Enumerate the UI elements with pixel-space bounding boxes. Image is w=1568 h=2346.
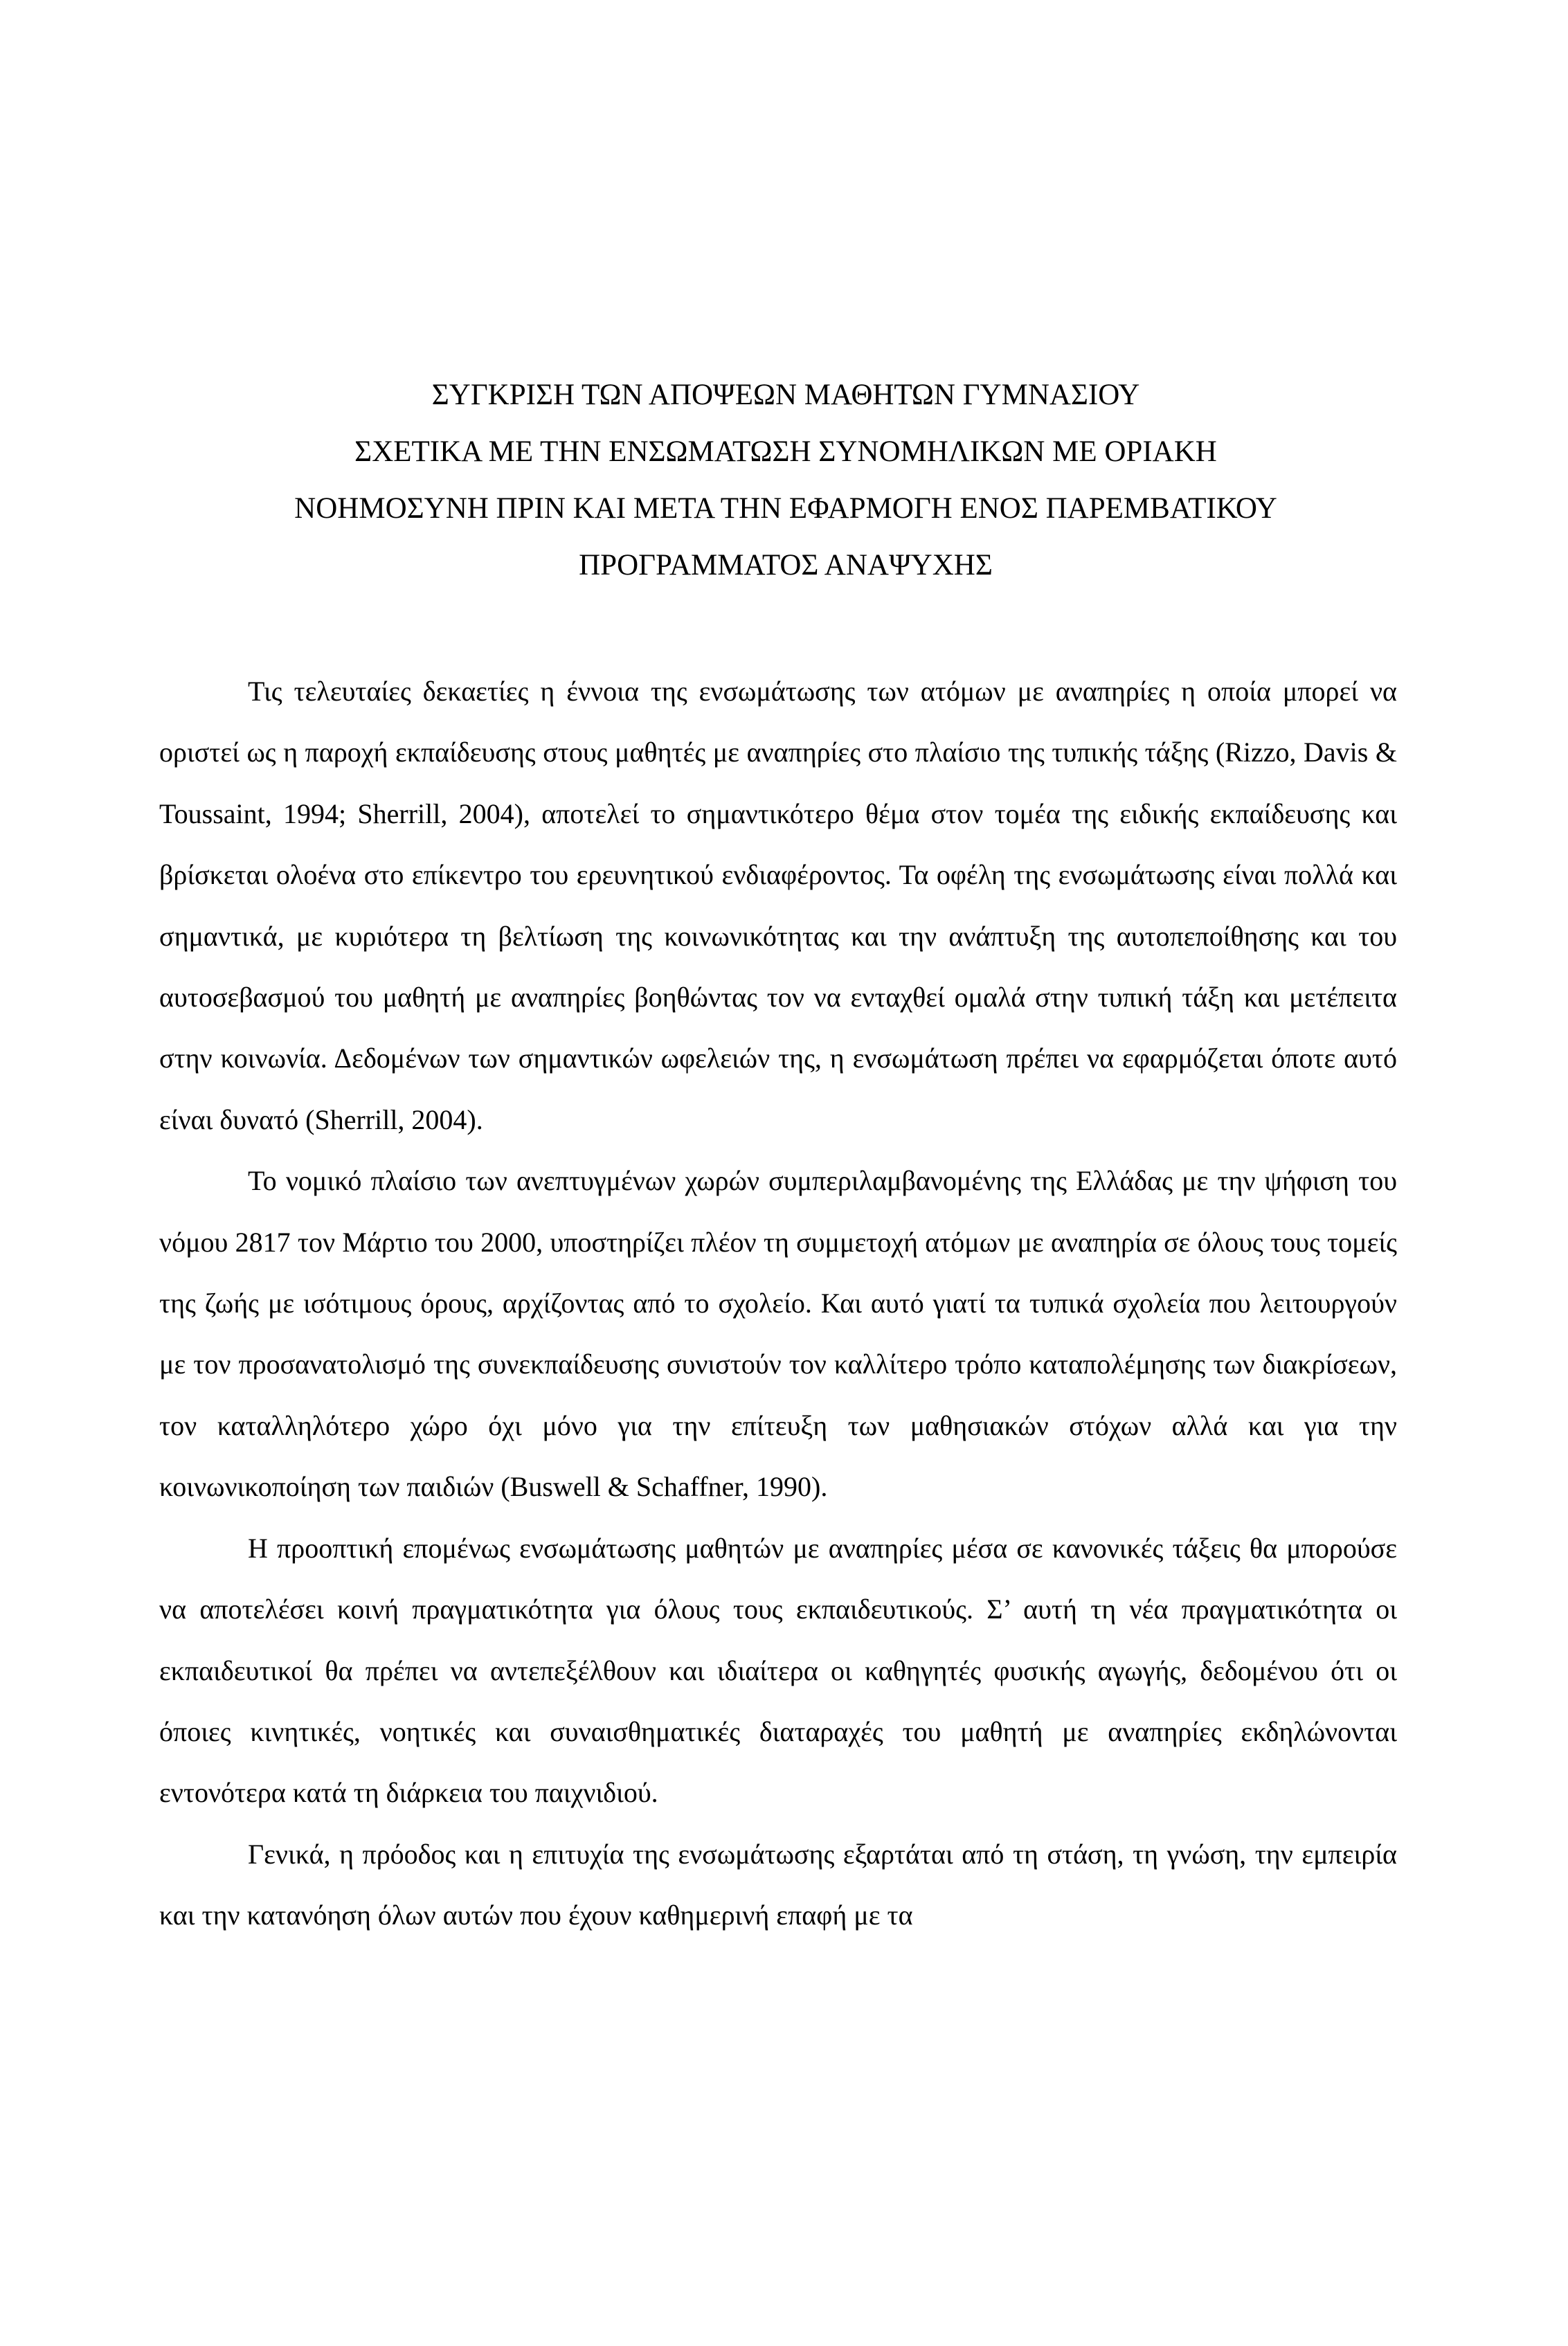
- paragraph-2: Το νομικό πλαίσιο των ανεπτυγμένων χωρών συμπεριλαμβανομένης της Ελλάδας με την ψήφιση του νόμου 2817 τον Μάρτιο του 2000, υποστηρίζει πλέον τη συμμετοχή ατόμων με αναπηρία σε όλους τους τομείς της ζωής με ισότιμους όρους, αρχίζοντας από το σχολείο. Και αυτό γιατί τα τυπικά σχολεία που λειτουργούν με τον προσανατολισμό της συνεκπαίδευσης συνιστούν τον καλλίτερο τρόπο καταπολέμησης των διακρίσεων, τον καταλληλότερο χώρο όχι μόνο για την επίτευξη των μαθησιακών στόχων αλλά και για την κοινωνικοποίηση των παιδιών (Buswell & Schaffner, 1990).: [159, 1165, 1397, 1503]
- title-line-1: ΣΥΓΚΡΙΣΗ ΤΩΝ ΑΠΟΨΕΩΝ ΜΑΘΗΤΩΝ ΓΥΜΝΑΣΙΟΥ: [431, 379, 1140, 411]
- title-line-3: ΝΟΗΜΟΣΥΝΗ ΠΡΙΝ ΚΑΙ ΜΕΤΑ ΤΗΝ ΕΦΑΡΜΟΓΗ ΕΝΟΣ ΠΑΡΕΜΒΑΤΙΚΟΥ: [294, 492, 1277, 525]
- paragraph-1: Τις τελευταίες δεκαετίες η έννοια της ενσωμάτωσης των ατόμων με αναπηρίες η οποία μπορεί να οριστεί ως η παροχή εκπαίδευσης στους μαθητές με αναπηρίες στο πλαίσιο της τυπικής τάξης (Rizzo, Davis & Toussaint, 1994; Sherrill, 2004), αποτελεί το σημαντικότερο θέμα στον τομέα της ειδικής εκπαίδευσης και βρίσκεται ολοένα στο επίκεντρο του ερευνητικού ενδιαφέροντος. Τα οφέλη της ενσωμάτωσης είναι πολλά και σημαντικά, με κυριότερα τη βελτίωση της κοινωνικότητας και την ανάπτυξη της αυτοπεποίθησης και του αυτοσεβασμού του μαθητή με αναπηρίες βοηθώντας τον να ενταχθεί ομαλά στην τυπική τάξη και μετέπειτα στην κοινωνία. Δεδομένων των σημαντικών ωφελειών της, η ενσωμάτωση πρέπει να εφαρμόζεται όποτε αυτό είναι δυνατό (Sherrill, 2004).: [159, 676, 1397, 1135]
- document-title: [138, 367, 1433, 594]
- paragraph-3: Η προοπτική επομένως ενσωμάτωσης μαθητών με αναπηρίες μέσα σε κανονικές τάξεις θα μπορούσε να αποτελέσει κοινή πραγματικότητα για όλους τους εκπαιδευτικούς. Σ’ αυτή τη νέα πραγματικότητα οι εκπαιδευτικοί θα πρέπει να αντεπεξέλθουν και ιδιαίτερα οι καθηγητές φυσικής αγωγής, δεδομένου ότι οι όποιες κινητικές, νοητικές και συναισθηματικές διαταραχές του μαθητή με αναπηρίες εκδηλώνονται εντονότερα κατά τη διάρκεια του παιχνιδιού.: [159, 1532, 1397, 1809]
- title-line-2: ΣΧΕΤΙΚΑ ΜΕ ΤΗΝ ΕΝΣΩΜΑΤΩΣΗ ΣΥΝΟΜΗΛΙΚΩΝ ΜΕ ΟΡΙΑΚΗ: [354, 435, 1217, 468]
- title-line-4: ΠΡΟΓΡΑΜΜΑΤΟΣ ΑΝΑΨΥΧΗΣ: [579, 549, 993, 581]
- document-body: [159, 661, 1397, 1947]
- paragraph-4: Γενικά, η πρόοδος και η επιτυχία της ενσωμάτωσης εξαρτάται από τη στάση, τη γνώση, την εμπειρία και την κατανόηση όλων αυτών που έχουν καθημερινή επαφή με τα: [159, 1838, 1397, 1931]
